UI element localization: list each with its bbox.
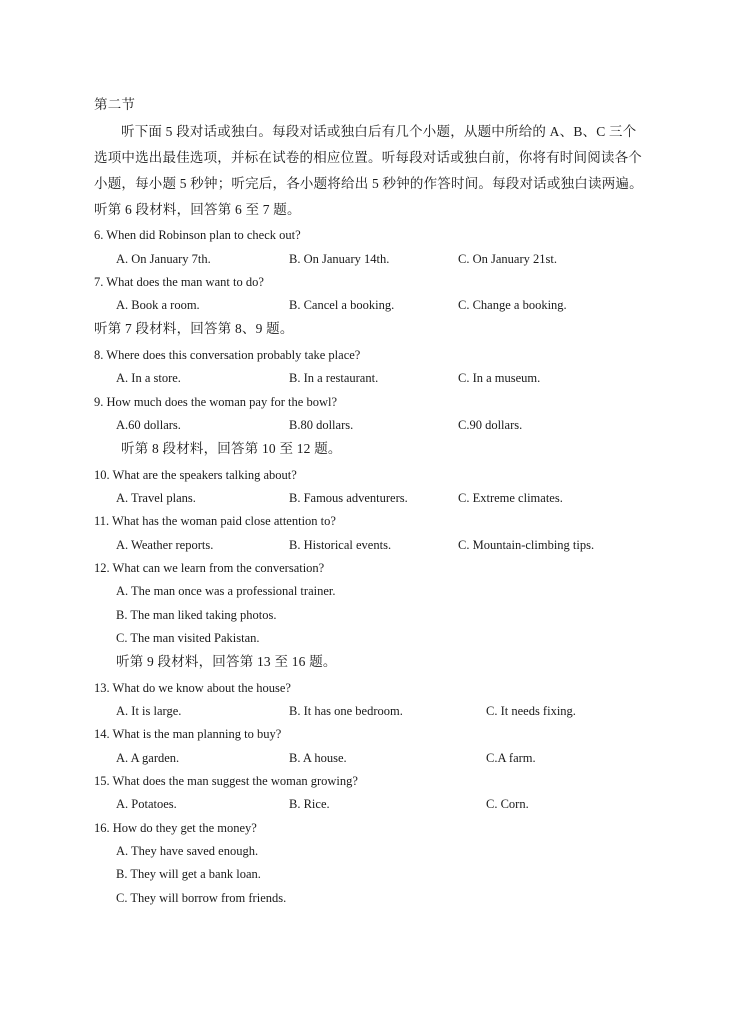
question-12-option-c: C. The man visited Pakistan. bbox=[116, 631, 260, 645]
question-6-option-b: B. On January 14th. bbox=[289, 252, 390, 266]
question-10-option-c: C. Extreme climates. bbox=[458, 491, 563, 505]
question-14-stem: 14. What is the man planning to buy? bbox=[94, 727, 282, 741]
question-12-option-a: A. The man once was a professional trainer. bbox=[116, 584, 336, 598]
question-11-option-c: C. Mountain-climbing tips. bbox=[458, 538, 595, 552]
instruction-line-1: 听下面 5 段对话或独白。每段对话或独白后有几个小题，从题中所给的 A、B、C 三个 bbox=[121, 124, 637, 139]
question-15-option-c: C. Corn. bbox=[486, 797, 529, 811]
question-13-option-a: A. It is large. bbox=[116, 704, 182, 718]
question-10-option-a: A. Travel plans. bbox=[116, 491, 196, 505]
section-header-8: 听第 8 段材料，回答第 10 至 12 题。 bbox=[121, 441, 342, 456]
question-16-option-b: B. They will get a bank loan. bbox=[116, 867, 261, 881]
question-15-stem: 15. What does the man suggest the woman growing? bbox=[94, 774, 358, 788]
question-13-option-b: B. It has one bedroom. bbox=[289, 704, 403, 718]
question-6-stem: 6. When did Robinson plan to check out? bbox=[94, 228, 301, 242]
question-11-stem: 11. What has the woman paid close attention to? bbox=[94, 514, 336, 528]
question-9-option-a: A.60 dollars. bbox=[116, 418, 181, 432]
instruction-line-3: 小题，每小题 5 秒钟；听完后，各小题将给出 5 秒钟的作答时间。每段对话或独白读两遍。 bbox=[94, 176, 643, 191]
question-8-option-a: A. In a store. bbox=[116, 371, 181, 385]
question-8-option-c: C. In a museum. bbox=[458, 371, 541, 385]
question-6-option-c: C. On January 21st. bbox=[458, 252, 557, 266]
question-11-option-a: A. Weather reports. bbox=[116, 538, 214, 552]
section-title: 第二节 bbox=[94, 97, 136, 112]
question-15-option-b: B. Rice. bbox=[289, 797, 330, 811]
question-8-option-b: B. In a restaurant. bbox=[289, 371, 379, 385]
question-7-option-b: B. Cancel a booking. bbox=[289, 298, 395, 312]
question-7-option-c: C. Change a booking. bbox=[458, 298, 567, 312]
question-16-option-c: C. They will borrow from friends. bbox=[116, 891, 287, 905]
question-16-option-a: A. They have saved enough. bbox=[116, 844, 259, 858]
question-7-option-a: A. Book a room. bbox=[116, 298, 200, 312]
question-14-option-c: C.A farm. bbox=[486, 751, 536, 765]
question-7-stem: 7. What does the man want to do? bbox=[94, 275, 264, 289]
question-13-stem: 13. What do we know about the house? bbox=[94, 681, 291, 695]
section-header-6: 听第 6 段材料，回答第 6 至 7 题。 bbox=[94, 202, 301, 217]
question-14-option-a: A. A garden. bbox=[116, 751, 180, 765]
section-header-9: 听第 9 段材料，回答第 13 至 16 题。 bbox=[116, 654, 337, 669]
question-14-option-b: B. A house. bbox=[289, 751, 347, 765]
question-16-stem: 16. How do they get the money? bbox=[94, 821, 257, 835]
question-12-option-b: B. The man liked taking photos. bbox=[116, 608, 277, 622]
instruction-line-2: 选项中选出最佳选项，并标在试卷的相应位置。听每段对话或独白前，你将有时间阅读各个 bbox=[94, 150, 642, 165]
question-6-option-a: A. On January 7th. bbox=[116, 252, 211, 266]
question-9-option-c: C.90 dollars. bbox=[458, 418, 523, 432]
section-header-7: 听第 7 段材料，回答第 8、9 题。 bbox=[94, 321, 294, 336]
question-12-stem: 12. What can we learn from the conversation? bbox=[94, 561, 325, 575]
question-9-option-b: B.80 dollars. bbox=[289, 418, 354, 432]
question-10-stem: 10. What are the speakers talking about? bbox=[94, 468, 297, 482]
question-9-stem: 9. How much does the woman pay for the bowl? bbox=[94, 395, 337, 409]
question-15-option-a: A. Potatoes. bbox=[116, 797, 177, 811]
question-10-option-b: B. Famous adventurers. bbox=[289, 491, 408, 505]
question-8-stem: 8. Where does this conversation probably take place? bbox=[94, 348, 361, 362]
question-11-option-b: B. Historical events. bbox=[289, 538, 392, 552]
question-13-option-c: C. It needs fixing. bbox=[486, 704, 576, 718]
